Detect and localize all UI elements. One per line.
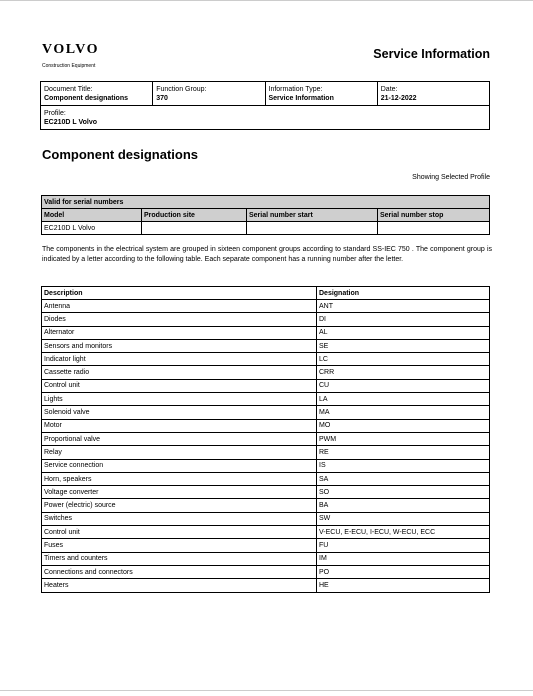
description-cell: Sensors and monitors xyxy=(42,339,317,352)
table-row xyxy=(42,486,490,499)
designation-cell: BA xyxy=(317,499,490,512)
table-row xyxy=(42,539,490,552)
table-row xyxy=(42,366,490,379)
table-row xyxy=(42,526,490,539)
profile-cell: Profile: EC210D L Volvo xyxy=(41,106,490,130)
description-cell: Fuses xyxy=(42,539,317,552)
designation-cell: MO xyxy=(317,419,490,432)
column-header: Model xyxy=(42,209,142,222)
description-cell: Service connection xyxy=(42,459,317,472)
bottom-divider xyxy=(0,690,533,691)
description-cell: Power (electric) source xyxy=(42,499,317,512)
doc-title-cell: Document Title: Component designations xyxy=(41,82,153,106)
designation-cell: V-ECU, E-ECU, I-ECU, W-ECU, ECC xyxy=(317,526,490,539)
column-header: Designation xyxy=(317,287,490,300)
table-row xyxy=(42,300,490,313)
designation-cell: IS xyxy=(317,459,490,472)
table-row xyxy=(42,353,490,366)
column-header: Description xyxy=(42,287,317,300)
designation-cell: CRR xyxy=(317,366,490,379)
table-row xyxy=(42,499,490,512)
table-row xyxy=(42,579,490,592)
description-cell: Lights xyxy=(42,393,317,406)
description-cell: Relay xyxy=(42,446,317,459)
table-row xyxy=(42,406,490,419)
description-cell: Indicator light xyxy=(42,353,317,366)
description-cell: Timers and counters xyxy=(42,552,317,565)
serial-band-header: Valid for serial numbers xyxy=(42,196,490,209)
description-cell: Solenoid valve xyxy=(42,406,317,419)
column-header: Serial number start xyxy=(247,209,378,222)
profile-note: Showing Selected Profile xyxy=(412,174,490,181)
description-cell: Control unit xyxy=(42,526,317,539)
table-row xyxy=(42,326,490,339)
designation-cell: RE xyxy=(317,446,490,459)
serial-validity-table xyxy=(41,195,490,235)
logo-subtitle: Construction Equipment xyxy=(42,63,96,69)
description-cell: Antenna xyxy=(42,300,317,313)
table-row xyxy=(42,565,490,578)
table-row xyxy=(42,472,490,485)
designation-cell: PO xyxy=(317,565,490,578)
info-type-cell: Information Type: Service Information xyxy=(265,82,377,106)
designation-cell: SA xyxy=(317,472,490,485)
designation-cell: LA xyxy=(317,393,490,406)
table-row xyxy=(42,222,490,235)
designation-cell: IM xyxy=(317,552,490,565)
component-designation-table xyxy=(41,286,490,593)
designation-cell: ANT xyxy=(317,300,490,313)
table-cell xyxy=(247,222,378,235)
description-cell: Connections and connectors xyxy=(42,565,317,578)
function-group-cell: Function Group: 370 xyxy=(153,82,265,106)
page-title: Component designations xyxy=(42,147,198,162)
component-rows xyxy=(42,300,490,593)
designation-cell: AL xyxy=(317,326,490,339)
date-cell: Date: 21-12-2022 xyxy=(377,82,489,106)
table-cell xyxy=(142,222,247,235)
table-row xyxy=(42,552,490,565)
description-cell: Proportional valve xyxy=(42,432,317,445)
designation-cell: HE xyxy=(317,579,490,592)
description-cell: Diodes xyxy=(42,313,317,326)
description-cell: Heaters xyxy=(42,579,317,592)
description-cell: Cassette radio xyxy=(42,366,317,379)
description-cell: Motor xyxy=(42,419,317,432)
designation-cell: PWM xyxy=(317,432,490,445)
intro-paragraph: The components in the electrical system are grouped in sixteen component groups according to standard SS-IEC 750 . The component group is indicated by a letter according to the following table. Each separate component has a running number after the letter. xyxy=(42,246,492,263)
table-row xyxy=(42,393,490,406)
designation-cell: LC xyxy=(317,353,490,366)
designation-cell: DI xyxy=(317,313,490,326)
column-header: Production site xyxy=(142,209,247,222)
designation-cell: SW xyxy=(317,512,490,525)
designation-cell: SE xyxy=(317,339,490,352)
table-row xyxy=(42,512,490,525)
description-cell: Horn, speakers xyxy=(42,472,317,485)
document-type-heading: Service Information xyxy=(373,47,490,61)
top-divider xyxy=(0,0,533,1)
table-row xyxy=(42,446,490,459)
table-row xyxy=(42,339,490,352)
table-cell xyxy=(378,222,490,235)
designation-cell: MA xyxy=(317,406,490,419)
table-cell: EC210D L Volvo xyxy=(42,222,142,235)
volvo-logo: VOLVO xyxy=(42,42,99,57)
designation-cell: FU xyxy=(317,539,490,552)
document-header-table xyxy=(40,81,490,130)
description-cell: Alternator xyxy=(42,326,317,339)
description-cell: Voltage converter xyxy=(42,486,317,499)
table-row xyxy=(42,432,490,445)
table-row xyxy=(42,459,490,472)
column-header: Serial number stop xyxy=(378,209,490,222)
description-cell: Control unit xyxy=(42,379,317,392)
table-row xyxy=(42,379,490,392)
designation-cell: CU xyxy=(317,379,490,392)
table-row xyxy=(42,313,490,326)
table-row xyxy=(42,419,490,432)
description-cell: Switches xyxy=(42,512,317,525)
designation-cell: SO xyxy=(317,486,490,499)
